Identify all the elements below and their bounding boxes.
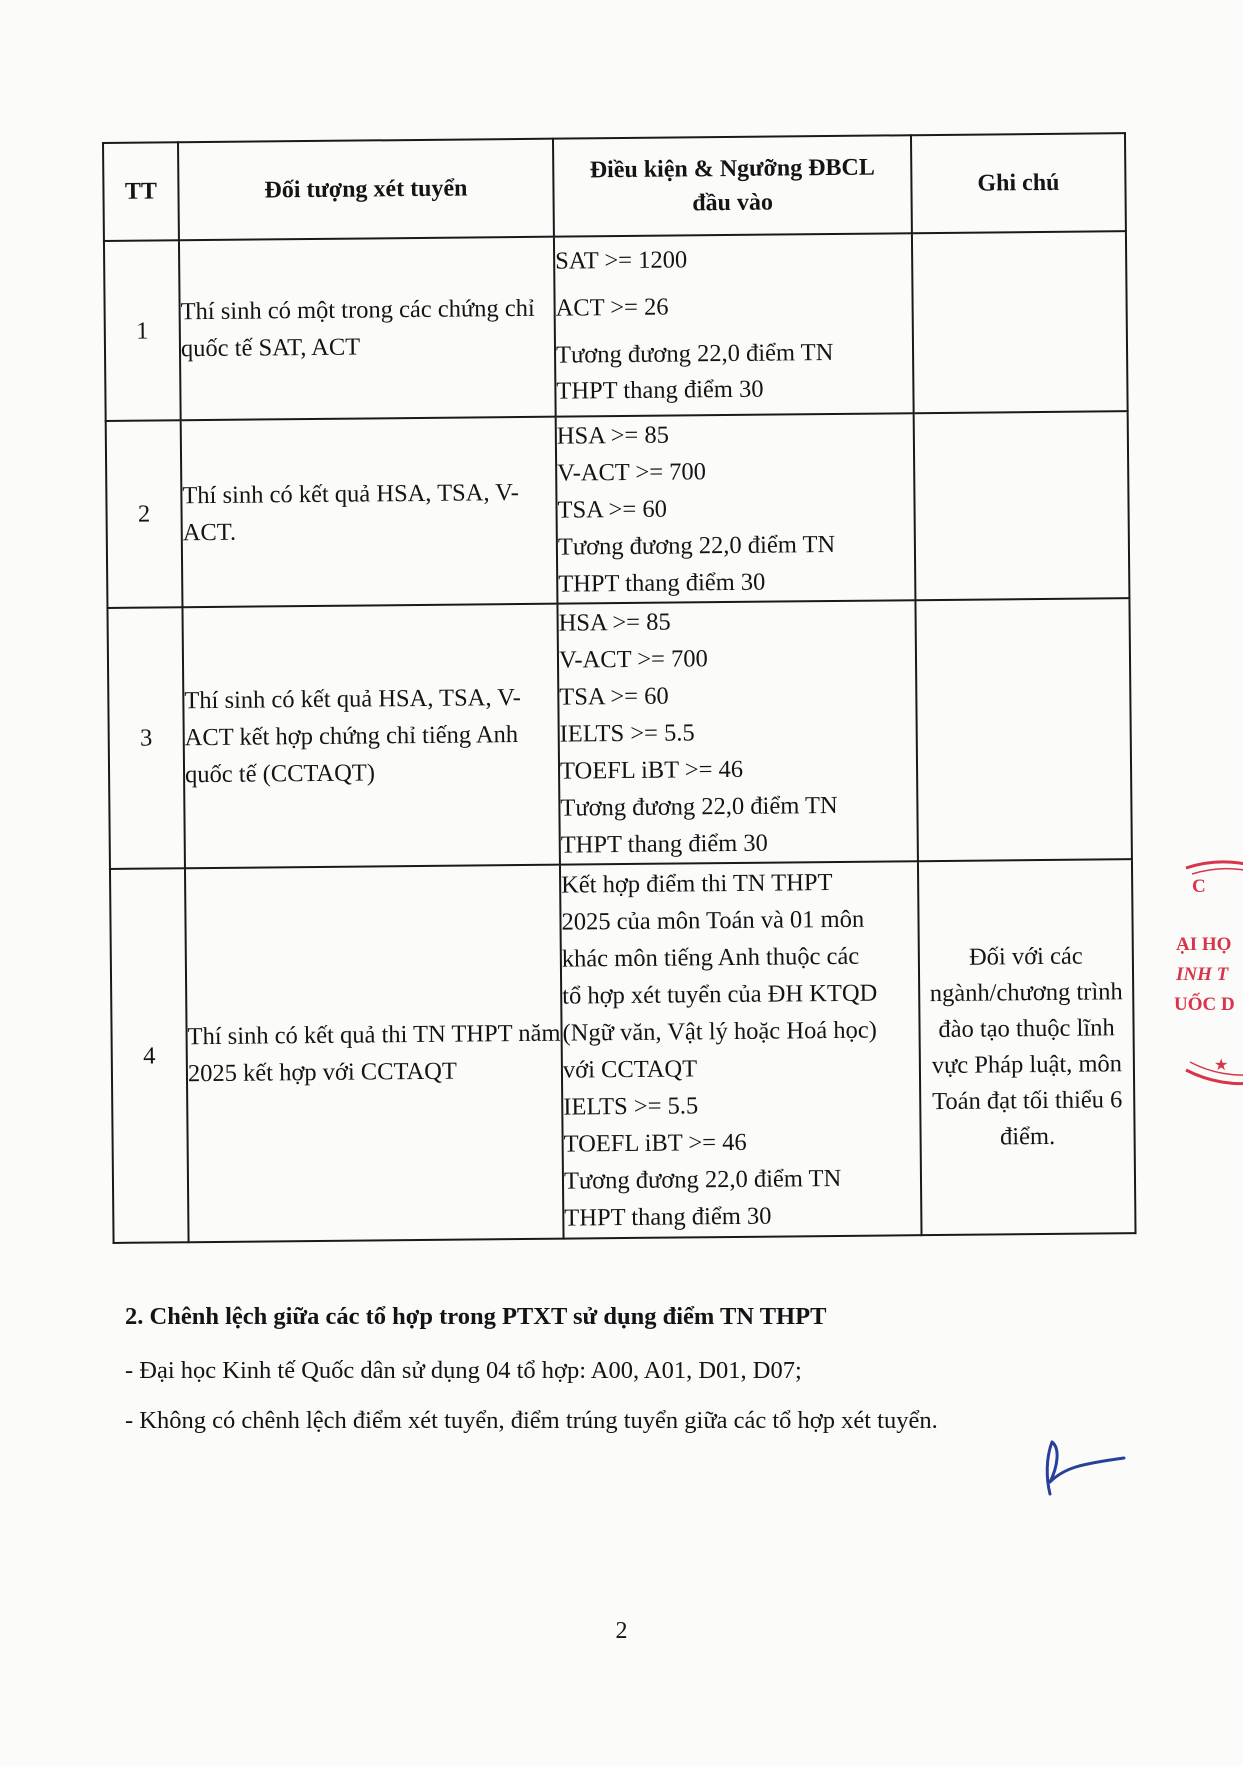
- condition-line: ACT >= 26: [555, 293, 669, 322]
- condition-line: THPT thang điểm 30: [564, 1202, 772, 1232]
- row-object: Thí sinh có kết quả HSA, TSA, V-ACT.: [181, 417, 558, 608]
- condition-line: 2025 của môn Toán và 01 môn: [561, 905, 865, 936]
- row-note: [914, 411, 1130, 600]
- seal-text: C: [1192, 876, 1206, 897]
- seal-text: INH T: [1176, 964, 1229, 985]
- row-conditions: [554, 233, 914, 416]
- condition-line: Tương đương 22,0 điểm TN: [563, 1164, 842, 1195]
- row-conditions: [556, 413, 916, 603]
- signature-icon: [1040, 1438, 1130, 1498]
- section-heading: 2. Chênh lệch giữa các tổ hợp trong PTXT sử dụng điểm TN THPT: [125, 1303, 827, 1330]
- condition-line: Tương đương 22,0 điểm TN: [560, 791, 838, 822]
- condition-line: V-ACT >= 700: [558, 645, 708, 674]
- header-conditions: [553, 135, 912, 236]
- condition-line: TOEFL iBT >= 46: [563, 1128, 747, 1158]
- admission-criteria-table: [102, 132, 1137, 1244]
- header-conditions-line1: Điều kiện & Ngưỡng ĐBCL: [589, 154, 875, 184]
- condition-line: khác môn tiếng Anh thuộc các: [561, 942, 860, 973]
- condition-line: với CCTAQT: [562, 1055, 698, 1084]
- row-number: 3: [107, 607, 185, 869]
- row-conditions: [560, 861, 922, 1238]
- condition-line: TSA >= 60: [557, 495, 668, 524]
- header-object: Đối tượng xét tuyển: [178, 139, 554, 241]
- condition-line: V-ACT >= 700: [557, 458, 707, 487]
- row-object: Thí sinh có kết quả thi TN THPT năm 2025 kết hợp với CCTAQT: [185, 865, 564, 1243]
- row-conditions: [557, 600, 917, 864]
- svg-text:★: ★: [1214, 1055, 1229, 1074]
- table-row: [107, 598, 1131, 869]
- condition-line: TSA >= 60: [559, 682, 669, 711]
- table-row: [106, 411, 1130, 608]
- row-number: 4: [110, 868, 189, 1243]
- row-number: 1: [104, 240, 181, 421]
- condition-line: tổ hợp xét tuyển của ĐH KTQD: [562, 979, 878, 1010]
- row-object: Thí sinh có một trong các chứng chỉ quốc tế SAT, ACT: [179, 237, 556, 421]
- table-header-row: [103, 133, 1126, 241]
- condition-line: IELTS >= 5.5: [563, 1092, 699, 1121]
- header-tt: TT: [103, 142, 179, 241]
- row-note: [912, 231, 1128, 413]
- row-number: 2: [106, 420, 183, 608]
- condition-line: Tương đương 22,0 điểm TN: [557, 530, 836, 561]
- table-row: [104, 231, 1128, 421]
- condition-line: (Ngữ văn, Vật lý hoặc Hoá học): [562, 1016, 877, 1047]
- table-row: [110, 859, 1136, 1243]
- official-seal-icon: [1146, 850, 1243, 1100]
- condition-line: HSA >= 85: [558, 608, 671, 637]
- section-paragraph: - Không có chênh lệch điểm xét tuyển, điểm trúng tuyển giữa các tổ hợp xét tuyển.: [125, 1407, 938, 1434]
- header-conditions-line2: đầu vào: [692, 189, 774, 217]
- row-note: [915, 598, 1131, 861]
- condition-line: SAT >= 1200: [555, 246, 688, 275]
- condition-line: Tương đương 22,0 điểm TN: [555, 338, 834, 369]
- row-object: Thí sinh có kết quả HSA, TSA, V-ACT kết hợp chứng chỉ tiếng Anh quốc tế (CCTAQT): [182, 604, 559, 869]
- seal-text: ẠI HỌ: [1176, 934, 1232, 955]
- condition-line: IELTS >= 5.5: [559, 719, 695, 748]
- seal-text: UỐC D: [1174, 994, 1235, 1015]
- condition-line: Kết hợp điểm thi TN THPT: [561, 869, 833, 899]
- condition-line: TOEFL iBT >= 46: [559, 755, 744, 785]
- condition-line: HSA >= 85: [556, 421, 670, 450]
- page-number: 2: [615, 1618, 628, 1644]
- condition-line: THPT thang điểm 30: [556, 375, 764, 405]
- condition-line: THPT thang điểm 30: [558, 568, 766, 598]
- row-note: Đối với các ngành/chương trình đào tạo thuộc lĩnh vực Pháp luật, môn Toán đạt tối thiểu 6 điểm.: [918, 859, 1136, 1235]
- section-paragraph: - Đại học Kinh tế Quốc dân sử dụng 04 tổ hợp: A00, A01, D01, D07;: [125, 1357, 802, 1384]
- header-note: Ghi chú: [911, 133, 1126, 233]
- condition-line: THPT thang điểm 30: [560, 829, 768, 859]
